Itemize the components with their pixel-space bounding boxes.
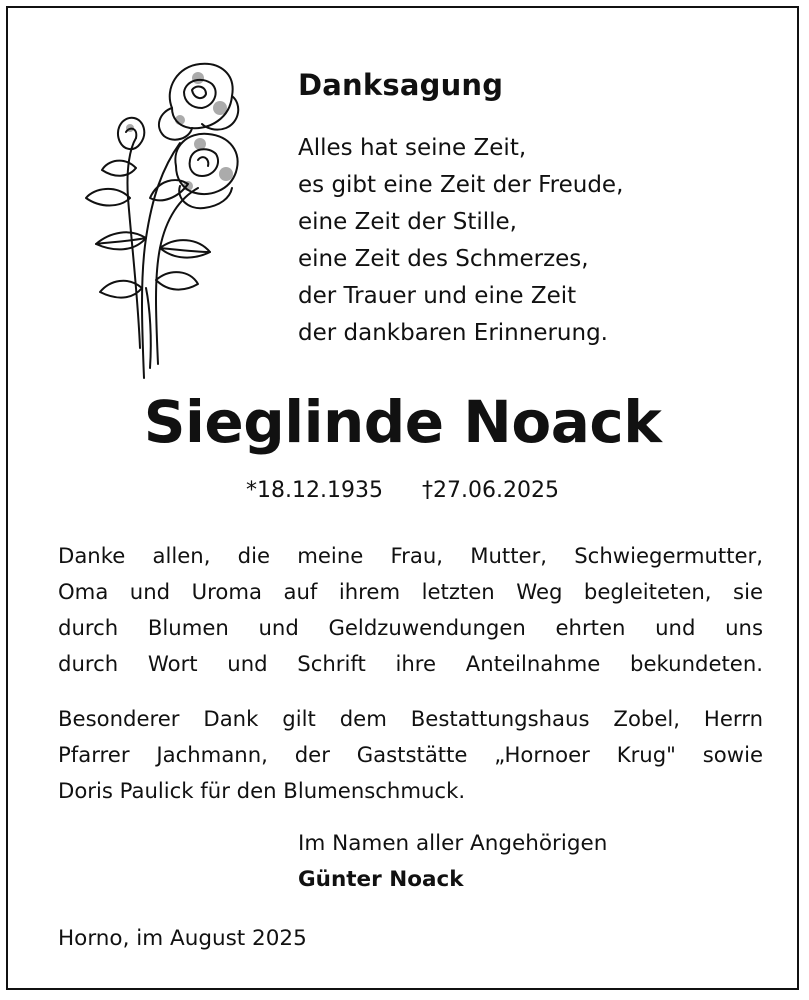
obituary-card — [6, 6, 799, 990]
poem-line: Alles hat seine Zeit, — [298, 135, 527, 161]
rose-illustration-icon — [80, 48, 260, 380]
special-thanks-paragraph — [58, 701, 763, 809]
paragraph-line: durch Blumen und Geldzuwendungen ehrten und uns — [58, 615, 763, 640]
poem-line: der dankbaren Erinnerung. — [298, 320, 608, 346]
paragraph-line: Pfarrer Jachmann, der Gaststätte „Hornoer Krug" sowie — [58, 742, 763, 767]
paragraph-line: Besonderer Dank gilt dem Bestattungshaus Zobel, Herrn — [58, 706, 763, 731]
signature-block — [298, 826, 607, 898]
signer-name: Günter Noack — [298, 867, 464, 892]
paragraph-line: Oma und Uroma auf ihrem letzten Weg begleiteten, sie — [58, 579, 763, 604]
life-dates — [8, 478, 797, 503]
paragraph-line: Doris Paulick für den Blumenschmuck. — [58, 778, 466, 803]
birth-date: *18.12.1935 — [246, 478, 383, 503]
thanks-paragraph — [58, 538, 763, 682]
paragraph-line: Danke allen, die meine Frau, Mutter, Schwiegermutter, — [58, 543, 763, 568]
poem-line: der Trauer und eine Zeit — [298, 283, 577, 309]
poem-line: eine Zeit der Stille, — [298, 209, 517, 235]
death-date: †27.06.2025 — [422, 478, 559, 503]
deceased-name: Sieglinde Noack — [143, 388, 662, 456]
poem-line: eine Zeit des Schmerzes, — [298, 246, 589, 272]
poem-line: es gibt eine Zeit der Freude, — [298, 172, 624, 198]
page-title: Danksagung — [298, 68, 504, 102]
behalf-line: Im Namen aller Angehörigen — [298, 831, 608, 856]
paragraph-line: durch Wort und Schrift ihre Anteilnahme bekundeten. — [58, 651, 763, 676]
place-date: Horno, im August 2025 — [58, 926, 307, 951]
poem — [298, 130, 623, 352]
